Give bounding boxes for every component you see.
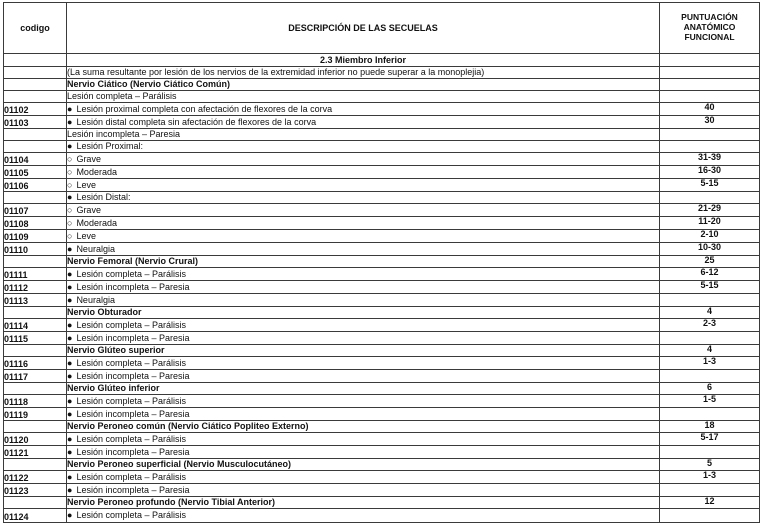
row-text: Lesión completa – Parálisis bbox=[76, 357, 186, 368]
row-text: Grave bbox=[76, 153, 101, 164]
row-text: Nervio Glúteo superior bbox=[67, 345, 165, 355]
row-description bbox=[67, 446, 660, 459]
row-score: 30 bbox=[660, 116, 760, 129]
row-description bbox=[67, 345, 660, 357]
row-score: 5-15 bbox=[660, 281, 760, 294]
row-description bbox=[67, 281, 660, 294]
bullet-filled-icon: ● bbox=[67, 116, 73, 127]
bullet-filled-icon: ● bbox=[67, 141, 73, 151]
row-score: 6-12 bbox=[660, 268, 760, 281]
row-text: Nervio Ciático (Nervio Ciático Común) bbox=[67, 79, 231, 89]
table-row bbox=[4, 243, 760, 256]
row-description bbox=[67, 179, 660, 192]
bullet-filled-icon: ● bbox=[67, 192, 73, 202]
row-description bbox=[67, 332, 660, 345]
row-description bbox=[67, 79, 660, 91]
row-description bbox=[67, 421, 660, 433]
row-text: Lesión completa – Parálisis bbox=[76, 433, 186, 444]
row-description bbox=[67, 129, 660, 141]
row-code bbox=[4, 345, 67, 357]
row-text: Nervio Peroneo común (Nervio Ciático Popliteo Externo) bbox=[67, 421, 309, 431]
row-text: Lesión completa – Parálisis bbox=[76, 471, 186, 482]
row-text: Lesión completa – Parálisis bbox=[76, 268, 186, 279]
row-code: 01119 bbox=[4, 408, 67, 421]
table-row bbox=[4, 129, 760, 141]
bullet-filled-icon: ● bbox=[67, 484, 73, 495]
table-row bbox=[4, 256, 760, 268]
row-text: Lesión Proximal: bbox=[76, 141, 143, 151]
table-row bbox=[4, 91, 760, 103]
row-code: 01111 bbox=[4, 268, 67, 281]
bullet-hollow-icon: ○ bbox=[67, 217, 73, 228]
header-score-line2: ANATÓMICO bbox=[683, 22, 736, 33]
row-description bbox=[67, 153, 660, 166]
row-code: 01121 bbox=[4, 446, 67, 459]
row-description bbox=[67, 307, 660, 319]
bullet-hollow-icon: ○ bbox=[67, 230, 73, 241]
row-description bbox=[67, 103, 660, 116]
row-score: 25 bbox=[660, 256, 760, 268]
row-description bbox=[67, 509, 660, 523]
row-code: 01118 bbox=[4, 395, 67, 408]
row-code: 01102 bbox=[4, 103, 67, 116]
bullet-filled-icon: ● bbox=[67, 243, 73, 254]
bullet-filled-icon: ● bbox=[67, 433, 73, 444]
row-score: 40 bbox=[660, 103, 760, 116]
row-code: 01117 bbox=[4, 370, 67, 383]
row-code: 01107 bbox=[4, 204, 67, 217]
row-score bbox=[660, 332, 760, 345]
row-text: Moderada bbox=[76, 166, 117, 177]
row-code bbox=[4, 421, 67, 433]
table-row bbox=[4, 357, 760, 370]
row-score: 31-39 bbox=[660, 153, 760, 166]
row-score bbox=[660, 446, 760, 459]
row-description bbox=[67, 319, 660, 332]
row-code: 01103 bbox=[4, 116, 67, 129]
row-code: 01120 bbox=[4, 433, 67, 446]
row-code: 01123 bbox=[4, 484, 67, 497]
section-row bbox=[4, 54, 760, 67]
table-row bbox=[4, 395, 760, 408]
row-score: 12 bbox=[660, 497, 760, 509]
bullet-filled-icon: ● bbox=[67, 281, 73, 292]
row-score bbox=[660, 408, 760, 421]
row-description bbox=[67, 141, 660, 153]
row-score: 5 bbox=[660, 459, 760, 471]
row-score: 5-15 bbox=[660, 179, 760, 192]
row-description bbox=[67, 484, 660, 497]
table-row bbox=[4, 103, 760, 116]
row-score bbox=[660, 54, 760, 67]
row-text: Lesión Distal: bbox=[76, 192, 131, 202]
bullet-filled-icon: ● bbox=[67, 332, 73, 343]
row-description bbox=[67, 370, 660, 383]
row-code: 01112 bbox=[4, 281, 67, 294]
row-text: Lesión completa – Parálisis bbox=[76, 319, 186, 330]
row-code: 01124 bbox=[4, 509, 67, 523]
table-row bbox=[4, 179, 760, 192]
row-text: Nervio Peroneo superficial (Nervio Musculocutáneo) bbox=[67, 459, 292, 469]
row-score: 4 bbox=[660, 345, 760, 357]
table-row bbox=[4, 192, 760, 204]
row-code bbox=[4, 129, 67, 141]
row-description bbox=[67, 230, 660, 243]
row-code bbox=[4, 141, 67, 153]
row-description bbox=[67, 116, 660, 129]
table-row bbox=[4, 484, 760, 497]
row-score: 16-30 bbox=[660, 166, 760, 179]
row-text: Lesión incompleta – Paresia bbox=[76, 332, 190, 343]
row-code bbox=[4, 192, 67, 204]
table-row bbox=[4, 294, 760, 307]
row-code: 01115 bbox=[4, 332, 67, 345]
table-row bbox=[4, 370, 760, 383]
table-row bbox=[4, 319, 760, 332]
row-text: Neuralgia bbox=[76, 294, 115, 305]
row-score bbox=[660, 129, 760, 141]
header-score-line3: FUNCIONAL bbox=[684, 31, 735, 42]
bullet-filled-icon: ● bbox=[67, 357, 73, 368]
row-text: Grave bbox=[76, 204, 101, 215]
row-score bbox=[660, 370, 760, 383]
bullet-filled-icon: ● bbox=[67, 471, 73, 482]
row-score bbox=[660, 294, 760, 307]
bullet-filled-icon: ● bbox=[67, 294, 73, 305]
bullet-hollow-icon: ○ bbox=[67, 153, 73, 164]
row-score: 2-3 bbox=[660, 319, 760, 332]
table-row bbox=[4, 459, 760, 471]
table-row bbox=[4, 204, 760, 217]
row-score bbox=[660, 484, 760, 497]
row-text: Leve bbox=[76, 230, 96, 241]
row-code: 01113 bbox=[4, 294, 67, 307]
header-code: codigo bbox=[4, 3, 67, 54]
row-score: 2-10 bbox=[660, 230, 760, 243]
table-row bbox=[4, 433, 760, 446]
row-description bbox=[67, 471, 660, 484]
table-row bbox=[4, 79, 760, 91]
row-score: 6 bbox=[660, 383, 760, 395]
header-score bbox=[660, 3, 760, 54]
row-score: 21-29 bbox=[660, 204, 760, 217]
row-description bbox=[67, 217, 660, 230]
row-text: Nervio Peroneo profundo (Nervio Tibial Anterior) bbox=[67, 497, 276, 507]
row-text: Leve bbox=[76, 179, 96, 190]
table-row bbox=[4, 67, 760, 79]
table-row bbox=[4, 421, 760, 433]
row-description bbox=[67, 91, 660, 103]
table-row bbox=[4, 497, 760, 509]
table-row bbox=[4, 307, 760, 319]
row-text: Lesión completa – Parálisis bbox=[76, 510, 186, 520]
row-description bbox=[67, 383, 660, 395]
row-text: Lesión incompleta – Paresia bbox=[67, 129, 181, 139]
row-score: 1-5 bbox=[660, 395, 760, 408]
bullet-filled-icon: ● bbox=[67, 268, 73, 279]
row-text: Lesión completa – Parálisis bbox=[67, 91, 177, 101]
row-score bbox=[660, 509, 760, 523]
row-score: 1-3 bbox=[660, 357, 760, 370]
row-text: Nervio Glúteo inferior bbox=[67, 383, 160, 393]
bullet-hollow-icon: ○ bbox=[67, 204, 73, 215]
row-score: 1-3 bbox=[660, 471, 760, 484]
row-code bbox=[4, 383, 67, 395]
table-row bbox=[4, 408, 760, 421]
row-description bbox=[67, 294, 660, 307]
table-row bbox=[4, 281, 760, 294]
row-text: Nervio Obturador bbox=[67, 307, 142, 317]
table-row bbox=[4, 141, 760, 153]
row-description bbox=[67, 395, 660, 408]
row-description bbox=[67, 408, 660, 421]
row-code bbox=[4, 91, 67, 103]
row-text: Lesión incompleta – Paresia bbox=[76, 281, 190, 292]
table-row bbox=[4, 332, 760, 345]
row-description bbox=[67, 54, 660, 67]
row-text: (La suma resultante por lesión de los nervios de la extremidad inferior no puede superar a la monoplejia) bbox=[67, 67, 485, 77]
row-score bbox=[660, 192, 760, 204]
row-text: Lesión incompleta – Paresia bbox=[76, 446, 190, 457]
row-code: 01116 bbox=[4, 357, 67, 370]
row-code: 01114 bbox=[4, 319, 67, 332]
table-row bbox=[4, 471, 760, 484]
table-row bbox=[4, 383, 760, 395]
secuelas-table bbox=[3, 2, 760, 523]
row-code: 01122 bbox=[4, 471, 67, 484]
header-description: DESCRIPCIÓN DE LAS SECUELAS bbox=[67, 3, 660, 54]
row-text: Moderada bbox=[76, 217, 117, 228]
row-description bbox=[67, 243, 660, 256]
table-row bbox=[4, 268, 760, 281]
row-description bbox=[67, 166, 660, 179]
row-text: Lesión distal completa sin afectación de flexores de la corva bbox=[76, 116, 317, 127]
header-row bbox=[4, 3, 760, 54]
row-score bbox=[660, 79, 760, 91]
row-score: 10-30 bbox=[660, 243, 760, 256]
bullet-hollow-icon: ○ bbox=[67, 179, 73, 190]
bullet-filled-icon: ● bbox=[67, 103, 73, 114]
row-score: 18 bbox=[660, 421, 760, 433]
row-score: 5-17 bbox=[660, 433, 760, 446]
row-score bbox=[660, 91, 760, 103]
row-score bbox=[660, 67, 760, 79]
row-description bbox=[67, 268, 660, 281]
bullet-filled-icon: ● bbox=[67, 395, 73, 406]
row-score: 11-20 bbox=[660, 217, 760, 230]
row-description bbox=[67, 256, 660, 268]
row-code bbox=[4, 67, 67, 79]
table-row bbox=[4, 153, 760, 166]
row-code bbox=[4, 54, 67, 67]
row-description bbox=[67, 204, 660, 217]
table-row bbox=[4, 230, 760, 243]
row-text: Lesión incompleta – Paresia bbox=[76, 484, 190, 495]
bullet-filled-icon: ● bbox=[67, 446, 73, 457]
row-description bbox=[67, 459, 660, 471]
row-description bbox=[67, 497, 660, 509]
row-score bbox=[660, 141, 760, 153]
row-code: 01105 bbox=[4, 166, 67, 179]
row-code: 01108 bbox=[4, 217, 67, 230]
table-row bbox=[4, 446, 760, 459]
header-score-line1: PUNTUACIÓN bbox=[681, 12, 738, 23]
row-code: 01110 bbox=[4, 243, 67, 256]
row-text: Lesión proximal completa con afectación de flexores de la corva bbox=[76, 103, 333, 114]
row-description bbox=[67, 192, 660, 204]
table-row bbox=[4, 509, 760, 523]
bullet-filled-icon: ● bbox=[67, 370, 73, 381]
bullet-filled-icon: ● bbox=[67, 408, 73, 419]
row-code bbox=[4, 497, 67, 509]
row-text: Neuralgia bbox=[76, 243, 115, 254]
row-code bbox=[4, 307, 67, 319]
row-text: Lesión completa – Parálisis bbox=[76, 395, 186, 406]
row-text: Nervio Femoral (Nervio Crural) bbox=[67, 256, 199, 266]
row-code bbox=[4, 79, 67, 91]
bullet-filled-icon: ● bbox=[67, 510, 73, 520]
row-code bbox=[4, 459, 67, 471]
row-description bbox=[67, 67, 660, 79]
bullet-hollow-icon: ○ bbox=[67, 166, 73, 177]
table-row bbox=[4, 217, 760, 230]
table-row bbox=[4, 116, 760, 129]
table-row bbox=[4, 166, 760, 179]
row-code bbox=[4, 256, 67, 268]
bullet-filled-icon: ● bbox=[67, 319, 73, 330]
row-code: 01104 bbox=[4, 153, 67, 166]
row-text: Lesión incompleta – Paresia bbox=[76, 370, 190, 381]
row-code: 01109 bbox=[4, 230, 67, 243]
row-description bbox=[67, 433, 660, 446]
table-row bbox=[4, 345, 760, 357]
row-score: 4 bbox=[660, 307, 760, 319]
row-text: 2.3 Miembro Inferior bbox=[319, 54, 407, 65]
row-text: Lesión incompleta – Paresia bbox=[76, 408, 190, 419]
row-code: 01106 bbox=[4, 179, 67, 192]
row-description bbox=[67, 357, 660, 370]
